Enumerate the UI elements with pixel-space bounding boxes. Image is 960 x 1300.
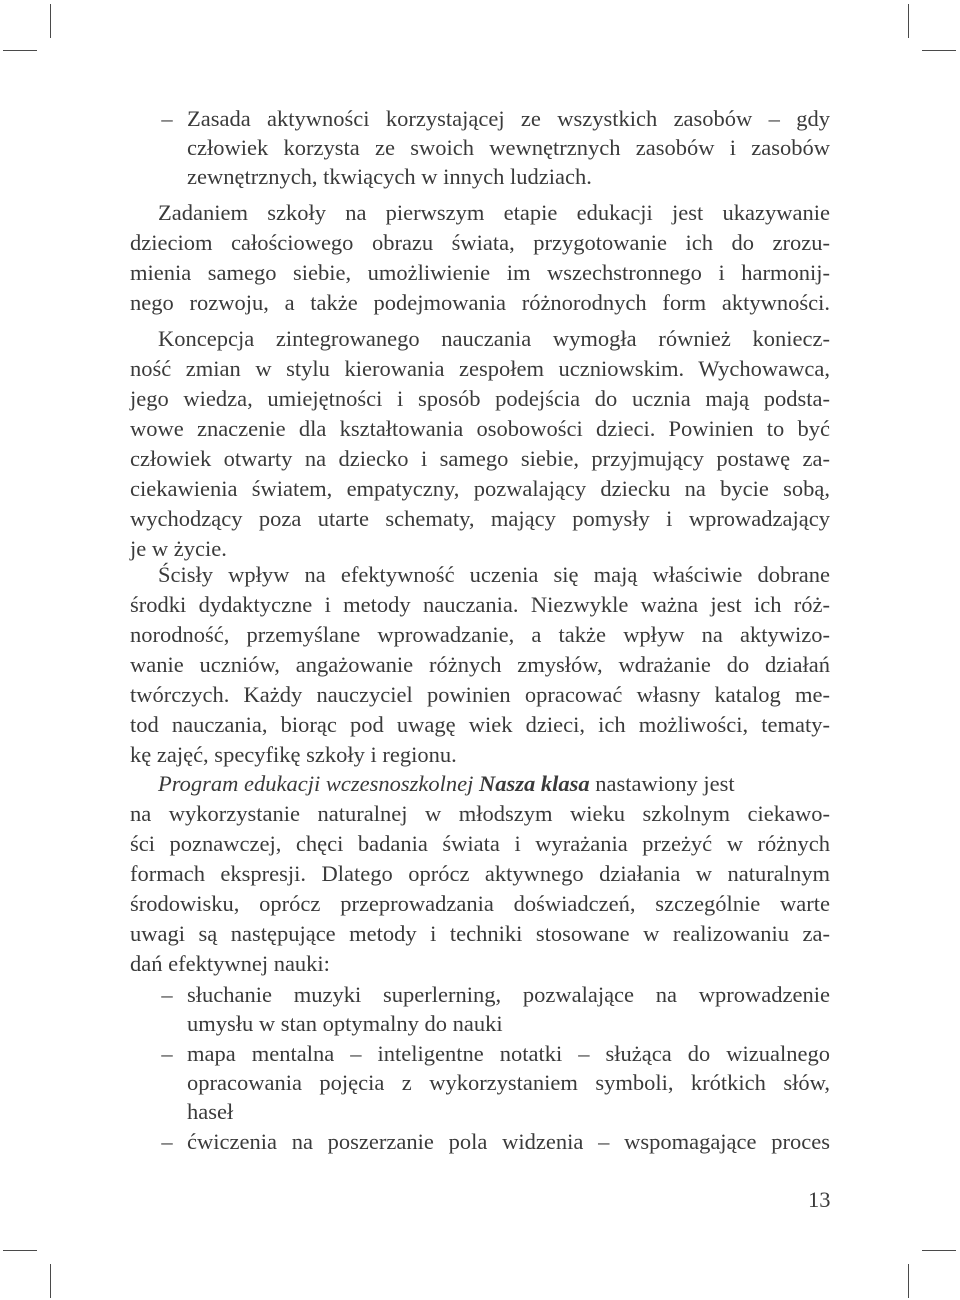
text-line: człowiek korzysta ze swoich wewnętrznych zasobów i zasobów (187, 135, 830, 160)
program-intro-line (158, 769, 830, 799)
crop-mark-top-right-vertical (908, 4, 909, 38)
crop-mark-bottom-right-vertical (908, 1264, 909, 1298)
page-number: 13 (808, 1187, 831, 1212)
text-line: ści poznawczej, chęci badania świata i wyrażania przeżyć w różnych (130, 831, 830, 856)
list-dash: – (161, 106, 173, 131)
text-line: środki dydaktyczne i metody nauczania. Niezwykle ważna jest ich róż- (130, 592, 830, 617)
list-dash: – (161, 1129, 173, 1154)
text-line: ność zmian w stylu kierowania zespołem uczniowskim. Wychowawca, (130, 356, 830, 381)
text-line: uwagi są następujące metody i techniki stosowane w realizowaniu za- (130, 921, 830, 946)
text-line: mienia samego siebie, umożliwienie im wszechstronnego i harmonij- (130, 260, 830, 285)
crop-mark-bottom-left-vertical (50, 1264, 51, 1298)
text-line: opracowania pojęcia z wykorzystaniem symboli, krótkich słów, (187, 1070, 830, 1095)
program-title: Nasza klasa (479, 771, 590, 796)
text-line: na wykorzystanie naturalnej w młodszym wieku szkolnym ciekawo- (130, 801, 830, 826)
text-line: zewnętrznych, tkwiących w innych ludziach. (187, 164, 592, 189)
text-line: Ścisły wpływ na efektywność uczenia się mają właściwie dobrane (158, 562, 830, 587)
crop-mark-bottom-right-horizontal (922, 1250, 956, 1251)
text-line: Koncepcja zintegrowanego nauczania wymogła również koniecz- (158, 326, 830, 351)
crop-mark-top-left-horizontal (3, 50, 37, 51)
text-line: wychodzący poza utarte schematy, mający pomysły i wprowadzający (130, 506, 830, 531)
text-line: słuchanie muzyki superlerning, pozwalające na wprowadzenie (187, 982, 830, 1007)
list-dash: – (161, 1041, 173, 1066)
text-line: nego rozwoju, a także podejmowania różnorodnych form aktywności. (130, 290, 830, 315)
text-line: środowisku, oprócz przeprowadzania doświadczeń, szczególnie warte (130, 891, 830, 916)
text-line: twórczych. Każdy nauczyciel powinien opracować własny katalog me- (130, 682, 830, 707)
crop-mark-top-left-vertical (50, 4, 51, 38)
list-dash: – (161, 982, 173, 1007)
program-name-italic: Program edukacji wczesnoszkolnej (158, 771, 474, 796)
text-line: Zasada aktywności korzystającej ze wszystkich zasobów – gdy (187, 106, 830, 131)
text-line: ciekawienia światem, empatyczny, pozwalający dziecku na bycie sobą, (130, 476, 830, 501)
text-line-tail: nastawiony jest (595, 771, 735, 796)
text-line: je w życie. (130, 536, 227, 561)
text-line: haseł (187, 1099, 234, 1124)
text-line: kę zajęć, specyfikę szkoły i regionu. (130, 742, 457, 767)
crop-mark-top-right-horizontal (922, 50, 956, 51)
text-line: norodność, przemyślane wprowadzanie, a także wpływ na aktywizo- (130, 622, 830, 647)
text-line: Zadaniem szkoły na pierwszym etapie edukacji jest ukazywanie (158, 200, 830, 225)
text-line: formach ekspresji. Dlatego oprócz aktywnego działania w naturalnym (130, 861, 830, 886)
text-line: dzieciom całościowego obrazu świata, przygotowanie ich do zrozu- (130, 230, 830, 255)
text-line: wanie uczniów, angażowanie różnych zmysłów, wdrażanie do działań (130, 652, 830, 677)
text-line: mapa mentalna – inteligentne notatki – służąca do wizualnego (187, 1041, 830, 1066)
text-line: ćwiczenia na poszerzanie pola widzenia – wspomagające proces (187, 1129, 830, 1154)
text-line: wowe znaczenie dla kształtowania osobowości dzieci. Powinien to być (130, 416, 830, 441)
text-line: dań efektywnej nauki: (130, 951, 330, 976)
crop-mark-bottom-left-horizontal (3, 1250, 37, 1251)
text-line: jego wiedza, umiejętności i sposób podejścia do ucznia mają podsta- (130, 386, 830, 411)
text-line: umysłu w stan optymalny do nauki (187, 1011, 503, 1036)
text-line: tod nauczania, biorąc pod uwagę wiek dzieci, ich możliwości, tematy- (130, 712, 830, 737)
text-line: człowiek otwarty na dziecko i samego siebie, przyjmujący postawę za- (130, 446, 830, 471)
